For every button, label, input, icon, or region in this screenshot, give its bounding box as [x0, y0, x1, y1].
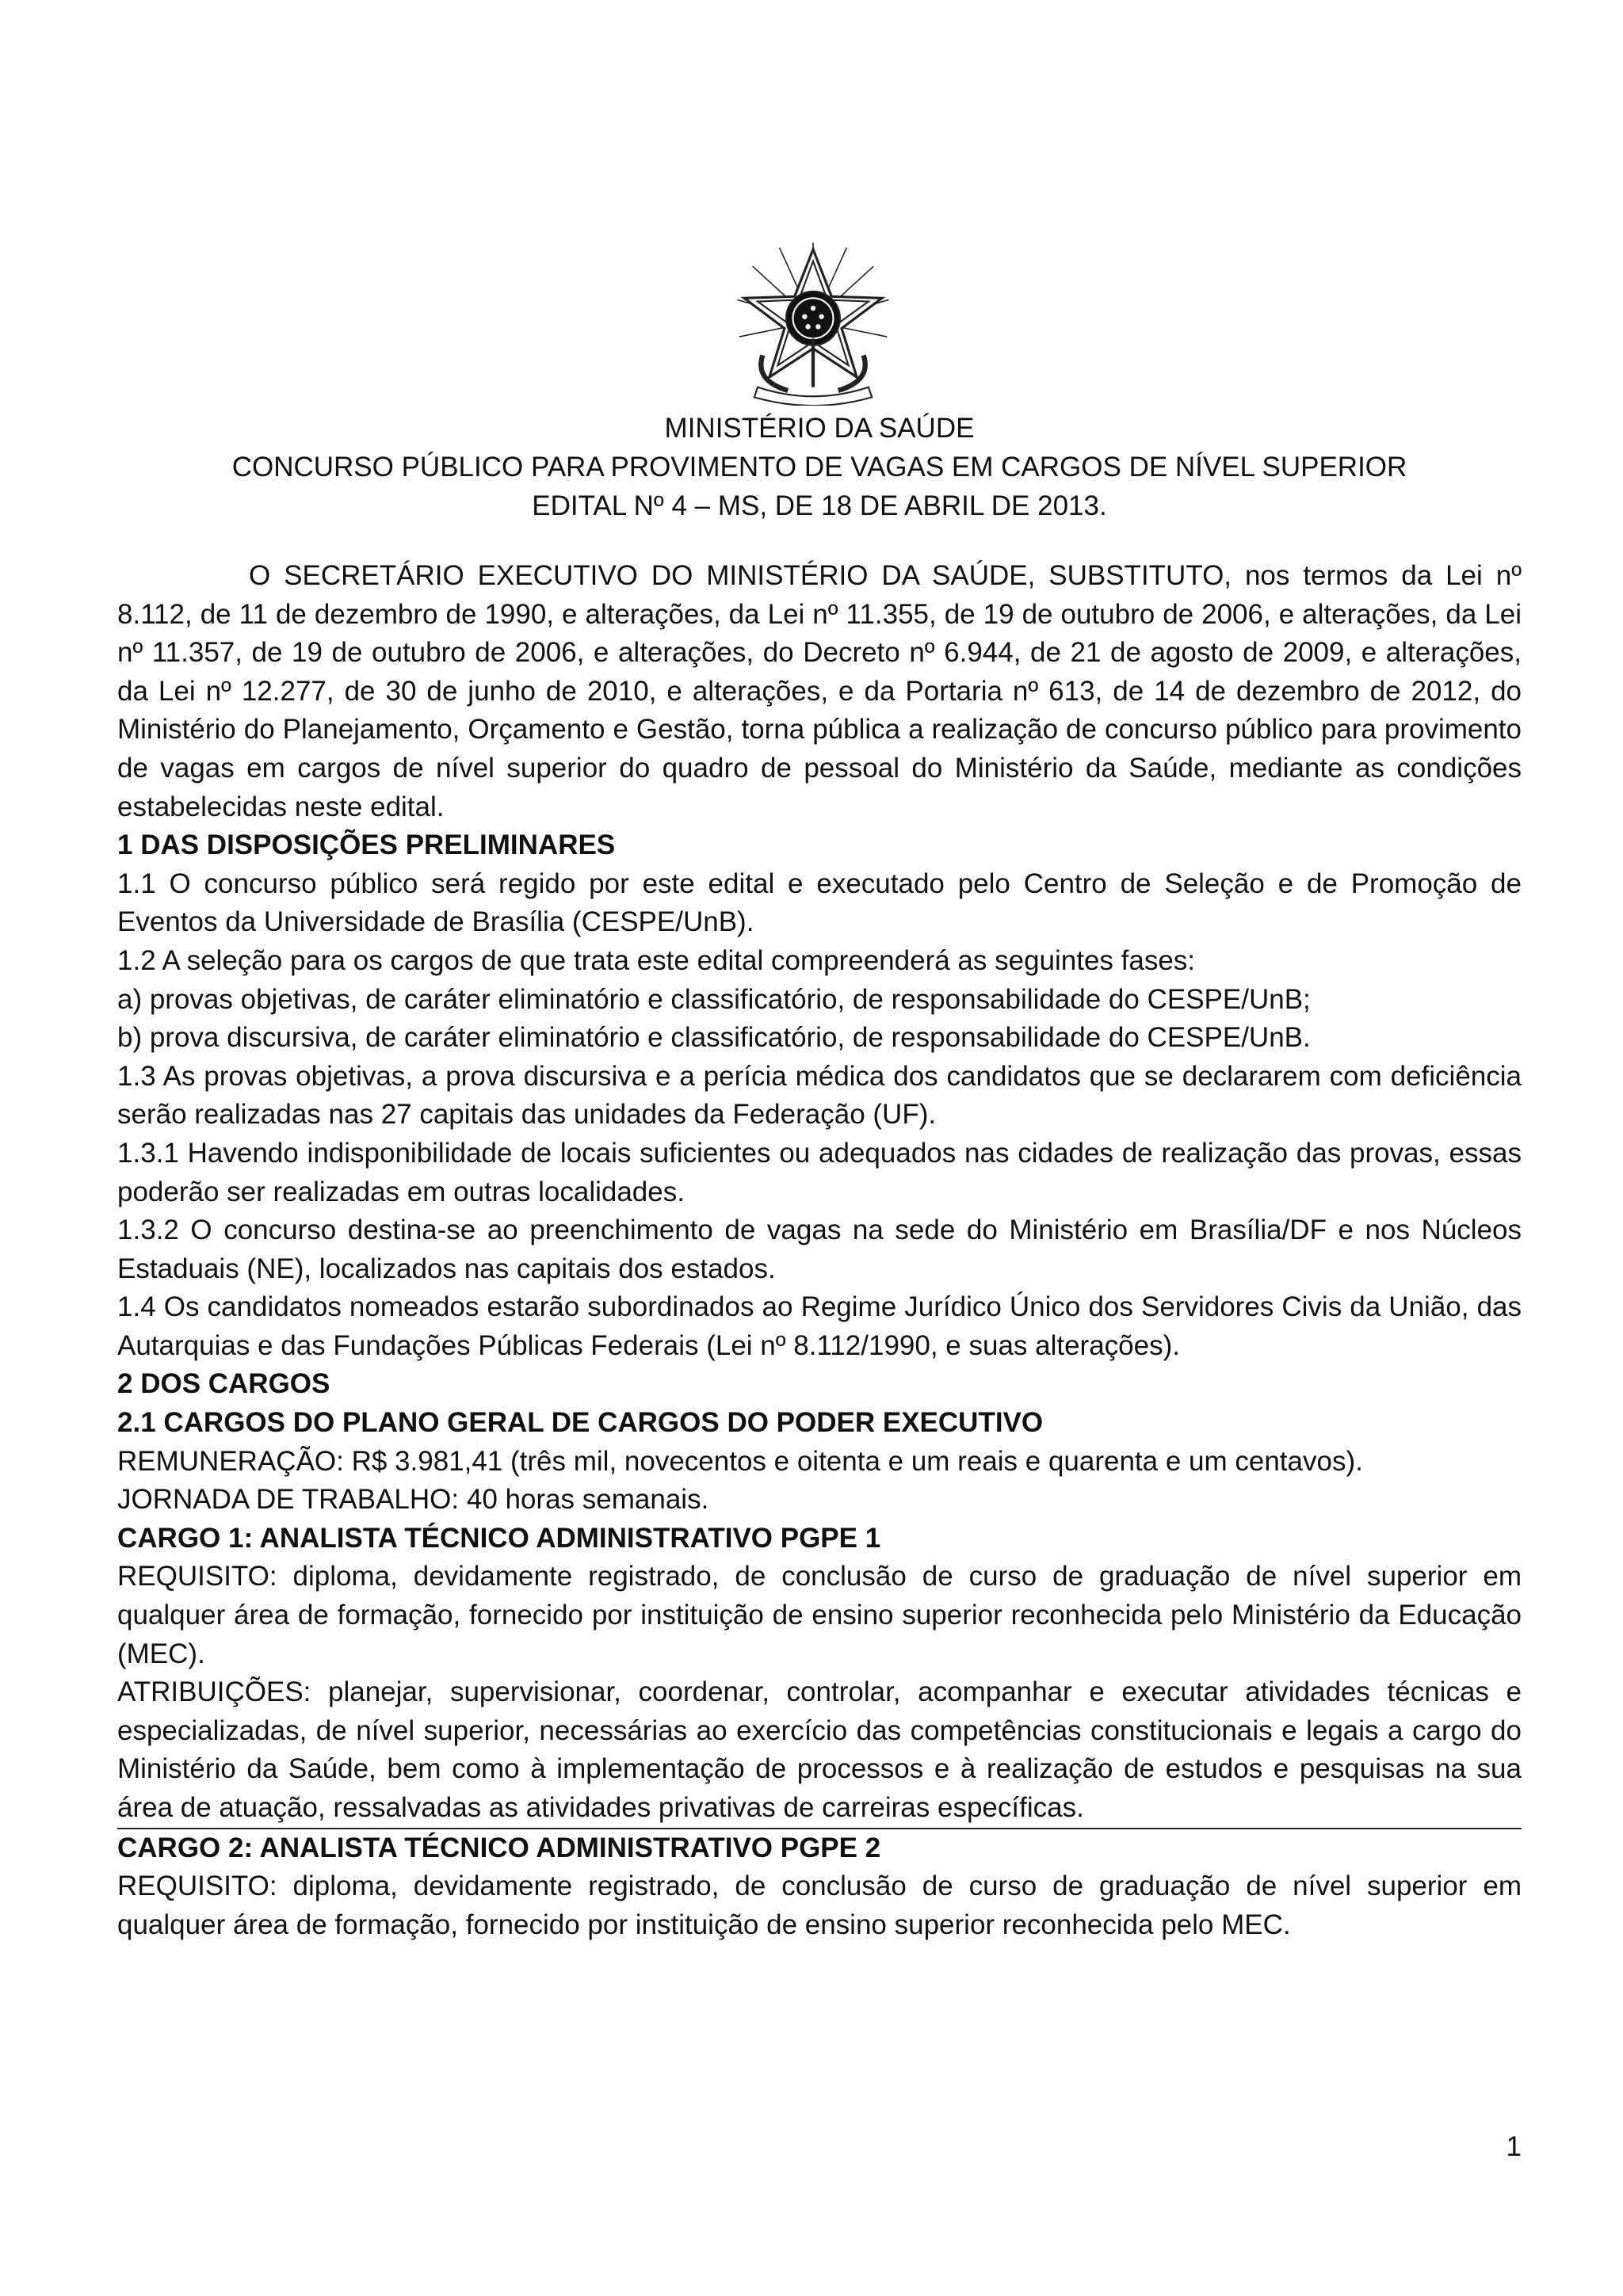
cargo-1-atribuicoes: ATRIBUIÇÕES: planejar, supervisionar, coordenar, controlar, acompanhar e executar atividades técnicas e especializadas, de nível superior, necessárias ao exercício das competências constitucionais e legais a cargo do Ministério da Saúde, bem como à implementação de processos e à realização de estudos e pesquisas na sua área de atuação, ressalvadas as atividades privativas de carreiras específicas. — [117, 1676, 1522, 1823]
document-header — [117, 409, 1522, 525]
item-1-2-b: b) prova discursiva, de caráter eliminatório e classificatório, de responsabilidade do CESPE/UnB. — [117, 1022, 1311, 1054]
item-1-2-a: a) provas objetivas, de caráter eliminatório e classificatório, de responsabilidade do CESPE/UnB; — [117, 983, 1311, 1015]
edital-number: EDITAL Nº 4 – MS, DE 18 DE ABRIL DE 2013. — [532, 490, 1107, 521]
document-body — [117, 557, 1522, 1944]
cargo-1-requisito: REQUISITO: diploma, devidamente registrado, de conclusão de curso de graduação de nível superior em qualquer área de formação, fornecido por instituição de ensino superior reconhecida pelo Ministério da Educação (MEC). — [117, 1561, 1522, 1669]
jornada: JORNADA DE TRABALHO: 40 horas semanais. — [117, 1484, 709, 1516]
item-1-2: 1.2 A seleção para os cargos de que trata este edital compreenderá as seguintes fases: — [117, 944, 1196, 976]
subsection-2-1-title: 2.1 CARGOS DO PLANO GERAL DE CARGOS DO PODER EXECUTIVO — [117, 1407, 1044, 1439]
section-2-title: 2 DOS CARGOS — [117, 1368, 330, 1400]
contest-title: CONCURSO PÚBLICO PARA PROVIMENTO DE VAGAS EM CARGOS DE NÍVEL SUPERIOR — [231, 452, 1407, 482]
item-1-3: 1.3 As provas objetivas, a prova discursiva e a perícia médica dos candidatos que se declararem com deficiência serão realizadas nas 27 capitais das unidades da Federação (UF). — [117, 1060, 1522, 1131]
preamble-paragraph: O SECRETÁRIO EXECUTIVO DO MINISTÉRIO DA SAÚDE, SUBSTITUTO, nos termos da Lei nº 8.112, de 11 de dezembro de 1990, e alterações, da Lei nº 11.355, de 19 de outubro de 2006, e alterações, da Lei nº 11.357, de 19 de outubro de 2006, e alterações, do Decreto nº 6.944, de 21 de agosto de 2009, e alterações, da Lei nº 12.277, de 30 de junho de 2010, e alterações, e da Portaria nº 613, de 14 de dezembro de 2012, do Ministério do Planejamento, Orçamento e Gestão, torna pública a realização de concurso público para provimento de vagas em cargos de nível superior do quadro de pessoal do Ministério da Saúde, mediante as condições estabelecidas neste edital. — [117, 560, 1522, 822]
cargo-2-title: CARGO 2: ANALISTA TÉCNICO ADMINISTRATIVO PGPE 2 — [117, 1832, 881, 1863]
cargo-2-requisito: REQUISITO: diploma, devidamente registrado, de conclusão de curso de graduação de nível superior em qualquer área de formação, fornecido por instituição de ensino superior reconhecida pelo MEC. — [117, 1871, 1522, 1940]
item-1-4: 1.4 Os candidatos nomeados estarão subordinados ao Regime Jurídico Único dos Servidores Civis da União, das Autarquias e das Fundações Públicas Federais (Lei nº 8.112/1990, e suas alterações). — [117, 1291, 1522, 1361]
item-1-3-1: 1.3.1 Havendo indisponibilidade de locais suficientes ou adequados nas cidades de realização das provas, essas poderão ser realizadas em outras localidades. — [117, 1137, 1522, 1207]
page-number: 1 — [1506, 2131, 1522, 2162]
ministry-name: MINISTÉRIO DA SAÚDE — [664, 413, 975, 444]
item-1-3-2: 1.3.2 O concurso destina-se ao preenchimento de vagas na sede do Ministério em Brasília/DF e nos Núcleos Estaduais (NE), localizados nas capitais dos estados. — [117, 1215, 1522, 1284]
item-1-1: 1.1 O concurso público será regido por este edital e executado pelo Centro de Seleção e de Promoção de Eventos da Universidade de Brasília (CESPE/UnB). — [117, 868, 1522, 938]
cargo-1-title: CARGO 1: ANALISTA TÉCNICO ADMINISTRATIVO PGPE 1 — [117, 1522, 881, 1554]
section-1-title: 1 DAS DISPOSIÇÕES PRELIMINARES — [117, 830, 616, 861]
coat-of-arms-emblem — [729, 238, 897, 406]
remuneracao: REMUNERAÇÃO: R$ 3.981,41 (três mil, novecentos e oitenta e um reais e quarenta e um centavos). — [117, 1445, 1363, 1477]
